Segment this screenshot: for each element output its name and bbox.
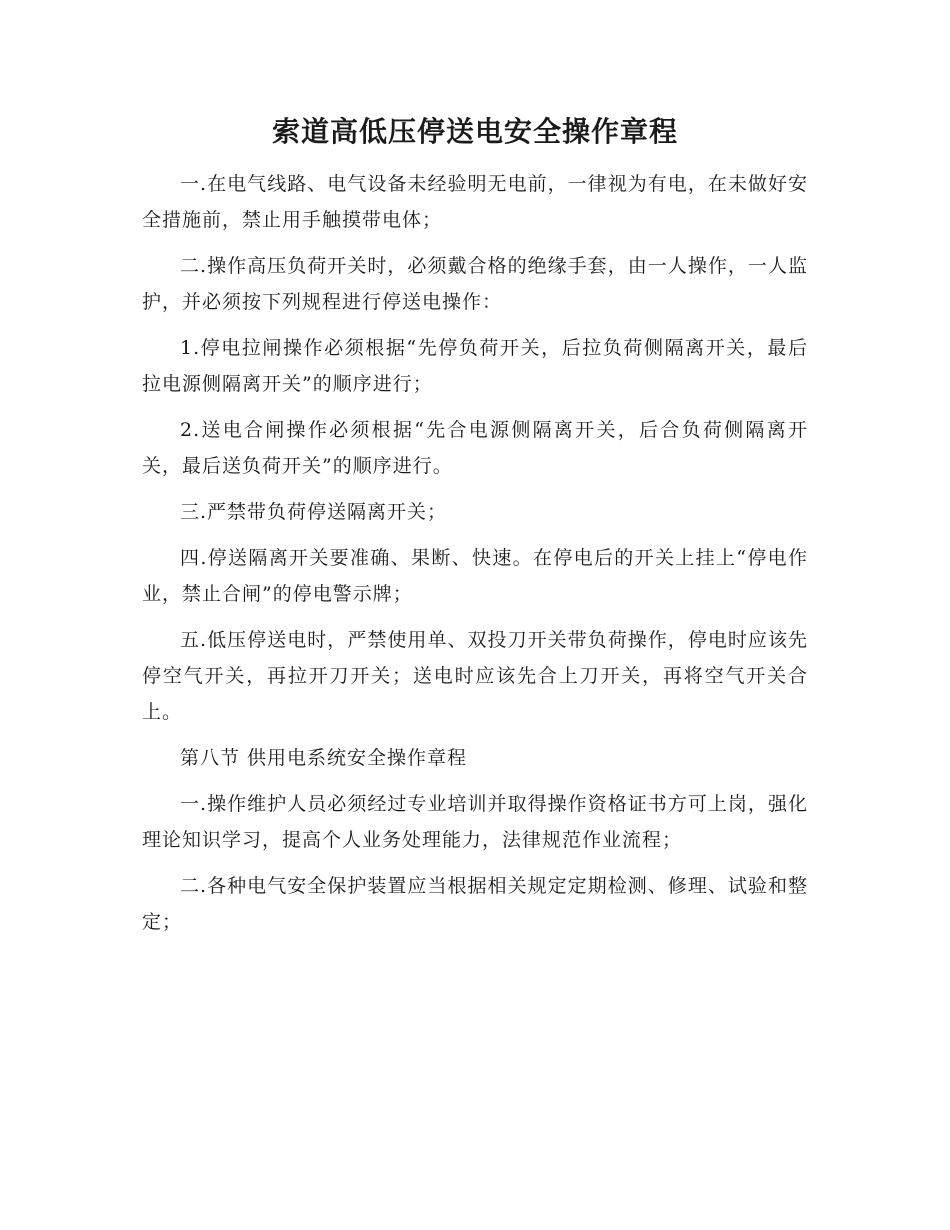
paragraph-7: 五.低压停送电时，严禁使用单、双投刀开关带负荷操作，停电时应该先停空气开关，再拉开刀开关；送电时应该先合上刀开关，再将空气开关合上。 [142,629,808,723]
section-heading: 第八节 供用电系统安全操作章程 [180,747,468,769]
paragraph-6: 四.停送隔离开关要准确、果断、快速。在停电后的开关上挂上“停电作业，禁止合闸”的停电警示牌； [142,547,808,605]
paragraph-9: 一.操作维护人员必须经过专业培训并取得操作资格证书方可上岗，强化理论知识学习，提高个人业务处理能力，法律规范作业流程； [142,793,808,851]
document-body [142,166,808,1186]
paragraph-3: 1.停电拉闸操作必须根据“先停负荷开关，后拉负荷侧隔离开关，最后拉电源侧隔离开关”的顺序进行； [142,337,808,395]
paragraph-5: 三.严禁带负荷停送隔离开关； [180,501,448,523]
paragraph-2: 二.操作高压负荷开关时，必须戴合格的绝缘手套，由一人操作，一人监护，并必须按下列规程进行停送电操作： [142,255,808,313]
document-title: 索道高低压停送电安全操作章程 [271,115,678,148]
paragraph-10: 二.各种电气安全保护装置应当根据相关规定定期检测、修理、试验和整定； [142,875,808,933]
paragraph-1: 一.在电气线路、电气设备未经验明无电前，一律视为有电，在未做好安全措施前，禁止用手触摸带电体； [142,173,808,231]
paragraph-4: 2.送电合闸操作必须根据“先合电源侧隔离开关，后合负荷侧隔离开关，最后送负荷开关”的顺序进行。 [142,419,808,477]
